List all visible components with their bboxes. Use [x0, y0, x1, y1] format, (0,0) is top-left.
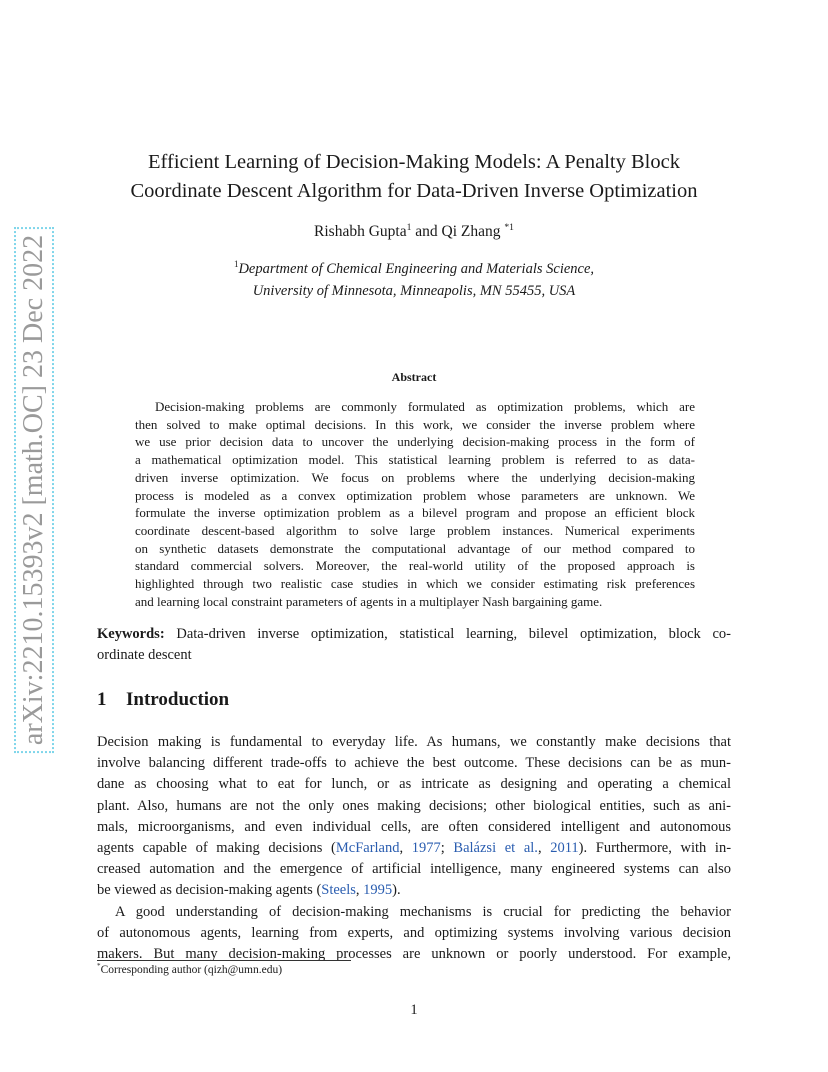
author-1: Rishabh Gupta	[314, 223, 407, 240]
citation-link[interactable]: McFarland	[335, 840, 400, 857]
keywords	[97, 624, 731, 666]
body-line: A good understanding of decision-making mechanisms is crucial for predicting the behavior	[115, 903, 731, 920]
affiliation-line-1	[0, 258, 828, 280]
body-line: makers. But many decision-making processes are unknown or poorly understood. For example,	[97, 946, 731, 963]
author-2-affiliation-mark: *1	[504, 221, 514, 233]
abstract-line: and learning local constraint parameters of agents in a multiplayer Nash bargaining game.	[135, 593, 603, 609]
keywords-line-1	[97, 624, 731, 645]
citation-link[interactable]: Steels	[321, 882, 356, 899]
body-line: dane as choosing what to eat for lunch, or as intricate as designing and operating a chemical	[97, 776, 731, 793]
affiliation-line-2: University of Minnesota, Minneapolis, MN 55455, USA	[252, 283, 576, 299]
body-text-fragment: ,	[355, 882, 364, 899]
body-text-fragment: agents capable of making decisions (	[97, 840, 336, 857]
footnote-mark: *	[97, 962, 101, 971]
arxiv-identifier-stamp: arXiv:2210.15393v2 [math.OC] 23 Dec 2022	[14, 227, 54, 753]
body-text-fragment: ). Furthermore, with in-	[578, 840, 732, 857]
citation-year-link[interactable]: 1977	[411, 840, 441, 857]
title-line-1: Efficient Learning of Decision-Making Models: A Penalty Block	[148, 151, 680, 173]
body-line: mals, microorganisms, and even individual cells, are often considered intelligent and autonomous	[97, 818, 731, 835]
author-1-affiliation-mark: 1	[406, 221, 412, 233]
abstract-line: formulate the inverse optimization problem as a bilevel program and propose an efficient block	[135, 505, 695, 521]
keywords-text-1: Data-driven inverse optimization, statistical learning, bilevel optimization, block co-	[176, 626, 731, 642]
body-line-citations	[97, 838, 731, 859]
introduction-body	[97, 732, 731, 965]
body-line: creased automation and the emergence of artificial intelligence, many engineered systems can also	[97, 861, 731, 878]
body-line-citations	[97, 880, 731, 901]
abstract-line: coordinate descent-based algorithm to solve large problem instances. Numerical experiments	[135, 522, 695, 538]
citation-link[interactable]: Balázsi et al.	[453, 840, 538, 857]
body-line: of autonomous agents, learning from experts, and optimizing systems involving various decision	[97, 924, 731, 941]
citation-year-link[interactable]: 2011	[550, 840, 579, 857]
paper-title	[0, 148, 828, 206]
body-text-fragment: ,	[399, 840, 412, 857]
abstract-line: on synthetic datasets demonstrate the computational advantage of our method compared to	[135, 540, 695, 556]
abstract-line: then solved to make optimal decisions. In this work, we consider the inverse problem where	[135, 416, 695, 432]
body-text-fragment: ;	[440, 840, 454, 857]
footnote	[97, 964, 282, 976]
body-line: plant. Also, humans are not the only ones making decisions; other biological entities, such as ani-	[97, 797, 731, 814]
body-text-fragment: ,	[537, 840, 551, 857]
section-heading	[97, 689, 229, 711]
keywords-line-2: ordinate descent	[97, 647, 192, 663]
section-title: Introduction	[126, 689, 230, 710]
body-text-fragment: be viewed as decision-making agents (	[97, 882, 322, 899]
abstract-body	[135, 398, 695, 610]
abstract-line: a mathematical optimization model. This statistical learning problem is referred to as data-	[135, 452, 695, 468]
footnote-text: Corresponding author (qizh@umn.edu)	[100, 964, 283, 976]
abstract-line: we use prior decision data to uncover the underlying decision-making process in the form of	[135, 434, 695, 450]
page-number: 1	[410, 1002, 418, 1018]
footnote-divider	[97, 960, 351, 961]
body-text-fragment: ).	[392, 882, 401, 899]
abstract-line: process is modeled as a convex optimization problem whose parameters are unknown. We	[135, 487, 695, 503]
citation-year-link[interactable]: 1995	[363, 882, 393, 899]
abstract-line: highlighted through two realistic case studies in which we consider estimating risk preferences	[135, 576, 695, 592]
author-conjunction: and	[411, 223, 442, 240]
abstract-line: Decision-making problems are commonly formulated as optimization problems, which are	[155, 399, 695, 414]
title-line-2: Coordinate Descent Algorithm for Data-Driven Inverse Optimization	[130, 180, 698, 202]
body-line: involve balancing different trade-offs to achieve the best outcome. These decisions can be as mun-	[97, 755, 731, 772]
abstract-line: driven inverse optimization. We focus on problems where the underlying decision-making	[135, 469, 695, 485]
abstract-heading: Abstract	[391, 370, 437, 384]
abstract-line: standard commercial solvers. Moreover, the real-world utility of the proposed approach is	[135, 558, 695, 574]
affiliation	[0, 258, 828, 302]
author-list	[0, 223, 828, 241]
keywords-label: Keywords:	[97, 626, 165, 642]
body-line: Decision making is fundamental to everyday life. As humans, we constantly make decisions that	[97, 734, 731, 750]
affiliation-line-1-text: Department of Chemical Engineering and Materials Science,	[238, 261, 595, 277]
affiliation-mark: 1	[233, 259, 239, 270]
author-2: Qi Zhang	[441, 223, 501, 240]
section-number: 1	[97, 689, 107, 710]
